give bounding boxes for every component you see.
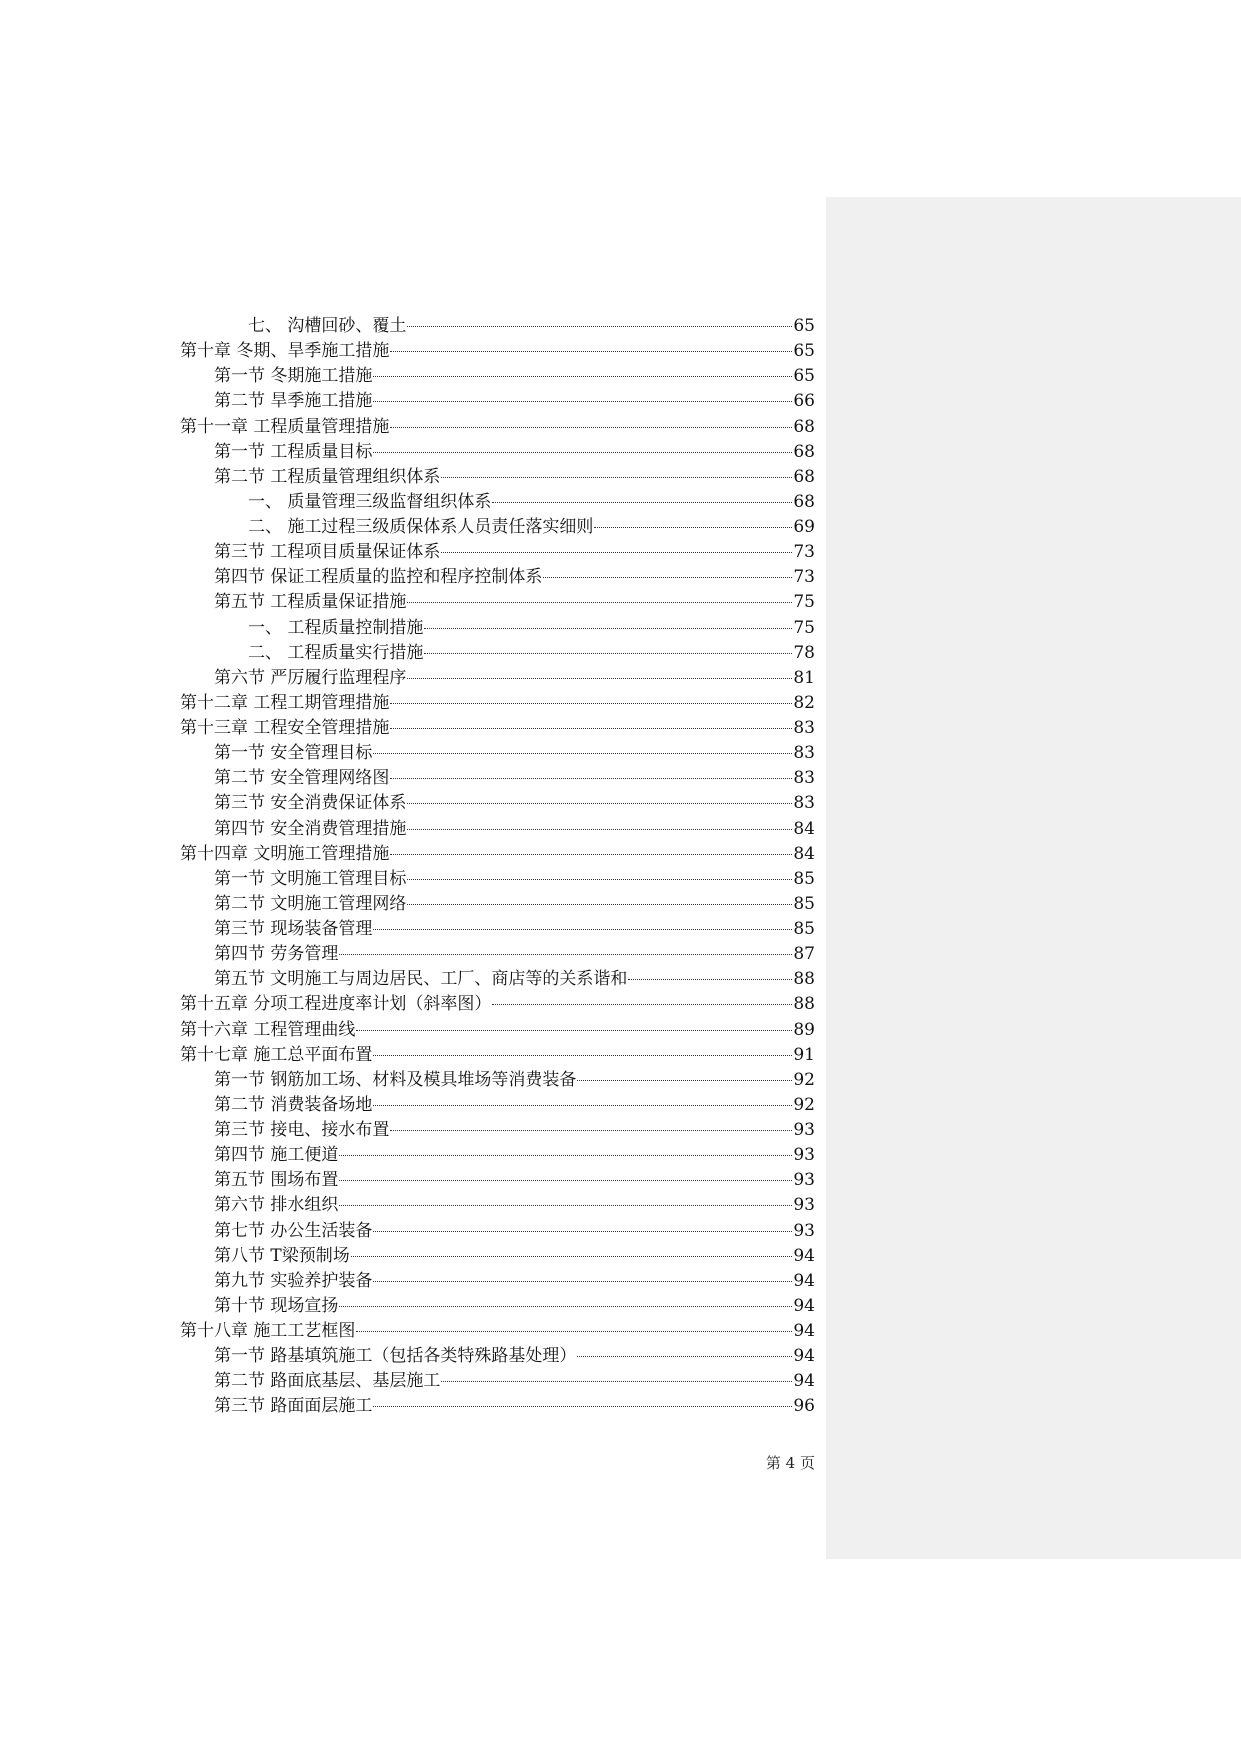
toc-dot-leader — [407, 904, 792, 905]
toc-entry[interactable] — [180, 1018, 815, 1043]
toc-entry[interactable] — [180, 1219, 815, 1244]
toc-entry[interactable] — [180, 1193, 815, 1218]
toc-dot-leader — [373, 929, 792, 930]
toc-entry[interactable] — [180, 1319, 815, 1344]
toc-dot-leader — [373, 1105, 792, 1106]
toc-dot-leader — [339, 954, 792, 955]
toc-entry-label: 第三节 安全消费保证体系 — [214, 793, 407, 814]
toc-entry-page: 83 — [793, 743, 815, 764]
toc-dot-leader — [424, 653, 792, 654]
toc-dot-leader — [339, 1155, 792, 1156]
toc-entry[interactable] — [180, 565, 815, 590]
toc-entry[interactable] — [180, 1344, 815, 1369]
toc-entry-label: 第七节 办公生活装备 — [214, 1220, 373, 1241]
toc-entry-label: 第十三章 工程安全管理措施 — [180, 718, 390, 738]
toc-dot-leader — [390, 703, 792, 704]
toc-entry-page: 89 — [793, 1019, 815, 1040]
toc-entry-page: 93 — [793, 1195, 815, 1216]
toc-entry-page: 85 — [793, 893, 815, 914]
toc-entry-label: 第十八章 施工工艺框图 — [180, 1321, 356, 1341]
toc-dot-leader — [407, 602, 792, 603]
toc-entry[interactable] — [180, 666, 815, 691]
toc-entry[interactable] — [180, 1068, 815, 1093]
toc-dot-leader — [373, 1231, 792, 1232]
toc-entry-label: 一、 工程质量控制措施 — [248, 617, 424, 638]
toc-entry[interactable] — [180, 590, 815, 615]
toc-dot-leader — [390, 351, 792, 352]
toc-entry-page: 78 — [793, 642, 815, 663]
toc-entry-label: 第五节 工程质量保证措施 — [214, 592, 407, 613]
toc-entry[interactable] — [180, 1043, 815, 1068]
toc-entry[interactable] — [180, 415, 815, 440]
toc-entry-label: 第一节 文明施工管理目标 — [214, 868, 407, 889]
toc-dot-leader — [339, 1205, 792, 1206]
toc-entry-label: 第一节 工程质量目标 — [214, 441, 373, 462]
toc-entry[interactable] — [180, 1294, 815, 1319]
toc-entry-page: 65 — [793, 341, 815, 362]
toc-entry-label: 第十四章 文明施工管理措施 — [180, 843, 390, 864]
toc-entry-label: 第十节 现场宣扬 — [214, 1295, 339, 1316]
toc-entry-page: 65 — [793, 366, 815, 387]
toc-entry-label: 第十二章 工程工期管理措施 — [180, 692, 390, 713]
toc-entry[interactable] — [180, 515, 815, 540]
toc-entry-page: 73 — [793, 567, 815, 588]
toc-entry-label: 第三节 工程项目质量保证体系 — [214, 542, 441, 563]
toc-entry[interactable] — [180, 842, 815, 867]
toc-entry[interactable] — [180, 1143, 815, 1168]
toc-dot-leader — [407, 803, 792, 804]
toc-entry[interactable] — [180, 1369, 815, 1394]
toc-entry-label: 第四节 施工便道 — [214, 1145, 339, 1166]
toc-entry-label: 第二节 消费装备场地 — [214, 1094, 373, 1115]
toc-entry-label: 第一节 钢筋加工场、材料及模具堆场等消费装备 — [214, 1069, 577, 1090]
toc-entry-label: 第四节 保证工程质量的监控和程序控制体系 — [214, 567, 543, 588]
toc-dot-leader — [390, 854, 792, 855]
toc-dot-leader — [543, 577, 792, 578]
toc-entry-label: 第二节 工程质量管理组织体系 — [214, 466, 441, 487]
toc-dot-leader — [339, 1306, 792, 1307]
toc-entry-label: 第三节 接电、接水布置 — [214, 1120, 390, 1140]
toc-dot-leader — [492, 502, 792, 503]
toc-dot-leader — [390, 427, 792, 428]
toc-dot-leader — [577, 1080, 792, 1081]
toc-entry-label: 第三节 现场装备管理 — [214, 919, 373, 939]
toc-entry-label: 第九节 实验养护装备 — [214, 1270, 373, 1291]
toc-entry-page: 94 — [793, 1346, 815, 1367]
toc-entry[interactable] — [180, 892, 815, 917]
toc-entry-page: 93 — [793, 1145, 815, 1166]
toc-dot-leader — [577, 1356, 792, 1357]
toc-entry[interactable] — [180, 389, 815, 414]
table-of-contents — [180, 314, 815, 1420]
toc-entry-label: 第四节 安全消费管理措施 — [214, 818, 407, 839]
toc-entry[interactable] — [180, 339, 815, 364]
toc-entry[interactable] — [180, 364, 815, 389]
toc-entry[interactable] — [180, 716, 815, 741]
toc-dot-leader — [492, 1004, 792, 1005]
toc-entry-label: 第十五章 分项工程进度率计划（斜率图） — [180, 994, 492, 1015]
toc-dot-leader — [339, 1180, 792, 1181]
toc-entry-page: 93 — [793, 1170, 815, 1191]
toc-entry-page: 85 — [793, 868, 815, 889]
toc-entry-page: 75 — [793, 617, 815, 638]
toc-entry-page: 84 — [793, 843, 815, 864]
toc-dot-leader — [373, 376, 792, 377]
toc-entry[interactable] — [180, 992, 815, 1017]
toc-entry-page: 83 — [793, 768, 815, 789]
toc-dot-leader — [373, 753, 792, 754]
toc-entry-page: 94 — [793, 1270, 815, 1291]
toc-entry-label: 一、 质量管理三级监督组织体系 — [248, 491, 492, 512]
toc-entry-page: 91 — [793, 1044, 815, 1065]
toc-entry[interactable] — [180, 1269, 815, 1294]
toc-entry-label: 第一节 冬期施工措施 — [214, 366, 373, 387]
toc-dot-leader — [390, 778, 792, 779]
toc-entry-page: 73 — [793, 542, 815, 563]
toc-entry-label: 二、 施工过程三级质保体系人员责任落实细则 — [248, 517, 594, 537]
toc-dot-leader — [424, 628, 792, 629]
toc-entry[interactable] — [180, 691, 815, 716]
toc-entry-label: 第六节 严厉履行监理程序 — [214, 667, 407, 688]
toc-entry-page: 81 — [793, 667, 815, 688]
toc-entry-page: 83 — [793, 793, 815, 814]
toc-entry-label: 第二节 安全管理网络图 — [214, 768, 390, 789]
toc-dot-leader — [390, 1130, 792, 1131]
toc-entry[interactable] — [180, 540, 815, 565]
toc-entry-page: 82 — [793, 692, 815, 713]
toc-dot-leader — [373, 401, 792, 402]
toc-entry[interactable] — [180, 490, 815, 515]
toc-entry[interactable] — [180, 440, 815, 465]
toc-entry[interactable] — [180, 314, 815, 339]
toc-entry-page: 88 — [793, 994, 815, 1015]
toc-entry[interactable] — [180, 917, 815, 942]
toc-entry-label: 第八节 T梁预制场 — [214, 1245, 350, 1266]
toc-entry-label: 第二节 旱季施工措施 — [214, 391, 373, 412]
toc-entry[interactable] — [180, 867, 815, 892]
toc-entry-page: 83 — [793, 718, 815, 738]
toc-entry[interactable] — [180, 766, 815, 791]
toc-entry[interactable] — [180, 465, 815, 490]
toc-entry[interactable] — [180, 1168, 815, 1193]
toc-dot-leader — [390, 728, 792, 729]
toc-entry-label: 第二节 路面底基层、基层施工 — [214, 1371, 441, 1392]
toc-entry[interactable] — [180, 741, 815, 766]
toc-entry[interactable] — [180, 641, 815, 666]
toc-entry-page: 92 — [793, 1069, 815, 1090]
toc-entry-page: 68 — [793, 491, 815, 512]
toc-dot-leader — [373, 1406, 792, 1407]
toc-entry-label: 第四节 劳务管理 — [214, 944, 339, 965]
toc-entry[interactable] — [180, 616, 815, 641]
toc-dot-leader — [356, 1030, 792, 1031]
toc-entry[interactable] — [180, 1118, 815, 1143]
toc-entry-label: 第三节 路面面层施工 — [214, 1396, 373, 1417]
toc-dot-leader — [356, 1331, 792, 1332]
toc-entry-page: 75 — [793, 592, 815, 613]
page-number: 第 4 页 — [765, 1454, 815, 1472]
toc-entry-page: 94 — [793, 1321, 815, 1341]
toc-entry-page: 94 — [793, 1295, 815, 1316]
toc-entry[interactable] — [180, 967, 815, 992]
toc-entry-page: 93 — [793, 1120, 815, 1140]
toc-entry-label: 第十一章 工程质量管理措施 — [180, 416, 390, 437]
toc-entry-label: 第十七章 施工总平面布置 — [180, 1044, 373, 1065]
toc-entry-page: 85 — [793, 919, 815, 939]
toc-dot-leader — [373, 1055, 792, 1056]
toc-entry-label: 第五节 围场布置 — [214, 1170, 339, 1191]
toc-entry-page: 69 — [793, 517, 815, 537]
toc-dot-leader — [441, 1381, 792, 1382]
toc-dot-leader — [628, 979, 792, 980]
toc-entry[interactable] — [180, 1244, 815, 1269]
toc-dot-leader — [407, 829, 792, 830]
comment-pane — [826, 197, 1241, 1559]
toc-entry-page: 66 — [793, 391, 815, 412]
toc-entry-page: 65 — [793, 316, 815, 336]
toc-entry-page: 88 — [793, 969, 815, 990]
toc-entry-page: 96 — [793, 1396, 815, 1417]
toc-dot-leader — [407, 879, 792, 880]
toc-dot-leader — [441, 477, 792, 478]
toc-entry-page: 94 — [793, 1371, 815, 1392]
toc-dot-leader — [373, 452, 792, 453]
toc-dot-leader — [373, 1281, 792, 1282]
toc-entry[interactable] — [180, 817, 815, 842]
toc-entry-page: 92 — [793, 1094, 815, 1115]
toc-entry-label: 第十章 冬期、旱季施工措施 — [180, 341, 390, 362]
toc-entry[interactable] — [180, 1093, 815, 1118]
toc-entry-page: 93 — [793, 1220, 815, 1241]
toc-dot-leader — [351, 1256, 793, 1257]
toc-entry-page: 68 — [793, 441, 815, 462]
toc-dot-leader — [441, 552, 792, 553]
toc-entry-label: 第一节 安全管理目标 — [214, 743, 373, 764]
toc-entry-label: 二、 工程质量实行措施 — [248, 642, 424, 663]
toc-entry-label: 第六节 排水组织 — [214, 1195, 339, 1216]
toc-entry[interactable] — [180, 791, 815, 816]
toc-entry-label: 七、 沟槽回砂、覆土 — [248, 316, 407, 336]
toc-entry-label: 第一节 路基填筑施工（包括各类特殊路基处理） — [214, 1346, 577, 1367]
toc-dot-leader — [407, 326, 792, 327]
toc-entry-label: 第五节 文明施工与周边居民、工厂、商店等的关系谐和 — [214, 969, 628, 990]
toc-dot-leader — [594, 527, 792, 528]
toc-entry-page: 68 — [793, 416, 815, 437]
toc-entry-page: 84 — [793, 818, 815, 839]
toc-entry[interactable] — [180, 1394, 815, 1419]
toc-entry-label: 第十六章 工程管理曲线 — [180, 1019, 356, 1040]
toc-entry-page: 94 — [793, 1245, 815, 1266]
toc-entry-page: 68 — [793, 466, 815, 487]
toc-entry-page: 87 — [793, 944, 815, 965]
toc-dot-leader — [407, 678, 792, 679]
toc-entry[interactable] — [180, 942, 815, 967]
toc-entry-label: 第二节 文明施工管理网络 — [214, 893, 407, 914]
